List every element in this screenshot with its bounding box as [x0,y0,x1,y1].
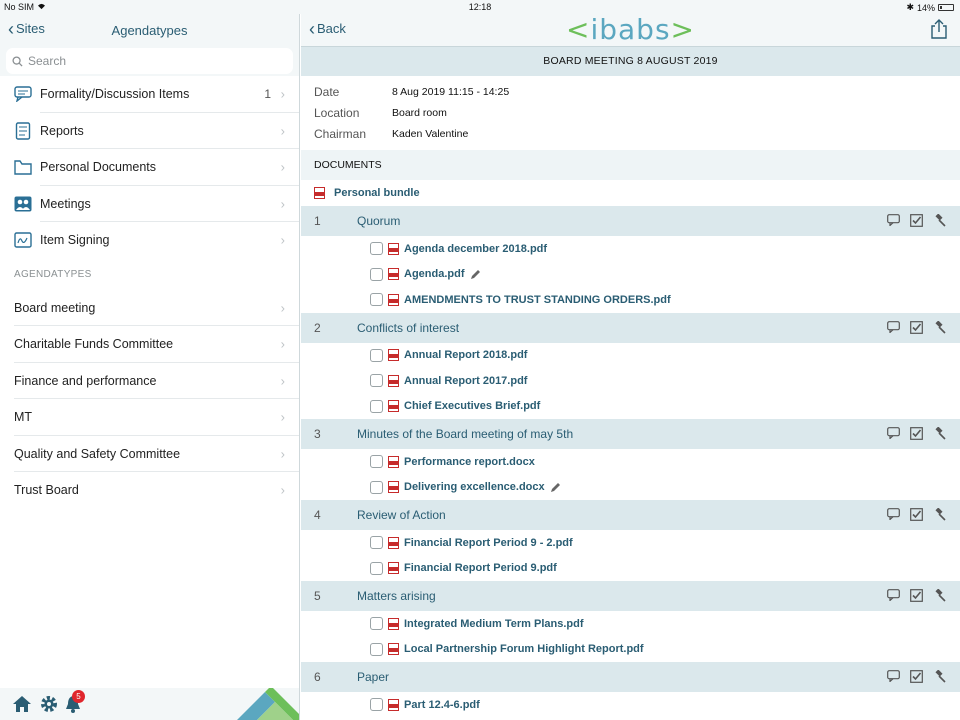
document-row[interactable] [301,530,960,556]
document-checkbox[interactable] [370,562,383,575]
gavel-icon[interactable] [933,589,946,602]
agendatype-item[interactable] [0,472,299,509]
document-checkbox[interactable] [370,643,383,656]
agenda-list [301,206,960,718]
agenda-actions [887,508,946,521]
comment-icon[interactable] [887,427,900,439]
main-panel [301,14,960,720]
agenda-number: 6 [314,670,321,684]
agendatype-item[interactable] [0,436,299,473]
brand-bracket-left: < [565,13,591,46]
pdf-icon [388,400,399,412]
sites-back-label: Sites [16,21,45,36]
agendatype-label: Finance and performance [14,373,157,388]
document-name[interactable]: Local Partnership Forum Highlight Report.pdf [404,643,644,656]
agenda-title: Review of Action [357,508,446,522]
document-name[interactable]: AMENDMENTS TO TRUST STANDING ORDERS.pdf [404,293,671,306]
pdf-icon [388,537,399,549]
agendatype-list [0,290,299,509]
document-checkbox[interactable] [370,293,383,306]
comment-icon[interactable] [887,670,900,682]
agendatype-item[interactable] [0,363,299,400]
agendatype-label: Charitable Funds Committee [14,337,174,352]
document-row[interactable] [301,556,960,582]
report-icon [14,122,32,140]
meta-value: Kaden Valentine [392,127,469,140]
meta-row-chairman [314,123,960,144]
battery-icon [938,4,954,11]
agendatype-item[interactable] [0,399,299,436]
document-name[interactable]: Agenda december 2018.pdf [404,242,548,255]
agendatype-label: Quality and Safety Committee [14,446,181,461]
document-row[interactable] [301,394,960,420]
comment-icon[interactable] [887,589,900,601]
status-bar [0,0,960,14]
agenda-title: Paper [357,670,390,684]
notification-badge: 5 [72,690,85,703]
checkbox-checked-icon[interactable] [910,427,923,440]
pdf-icon [388,268,399,280]
document-checkbox[interactable] [370,349,383,362]
document-name[interactable]: Chief Executives Brief.pdf [404,400,541,413]
agenda-item-header[interactable] [301,500,960,530]
sidebar-item-label: Meetings [40,196,91,211]
search-placeholder: Search [28,54,67,68]
agenda-actions [887,589,946,602]
chevron-right-icon: › [280,300,285,316]
meta-row-location [314,102,960,123]
signing-icon [14,231,32,249]
checkbox-checked-icon[interactable] [910,589,923,602]
chat-bubble-icon [14,85,32,103]
document-checkbox[interactable] [370,242,383,255]
gavel-icon[interactable] [933,508,946,521]
document-checkbox[interactable] [370,536,383,549]
sidebar-item-meetings[interactable] [0,186,299,223]
document-name[interactable]: Delivering excellence.docx [404,481,545,494]
agendatype-label: MT [14,410,33,425]
meta-row-date [314,81,960,102]
main-header [301,14,960,46]
search-icon [12,56,23,67]
documents-heading: DOCUMENTS [301,150,960,180]
agenda-title: Matters arising [357,589,436,603]
agendatype-item[interactable] [0,326,299,363]
pdf-icon [388,349,399,361]
document-row[interactable] [301,449,960,475]
pencil-icon [550,481,562,493]
agenda-number: 3 [314,427,321,441]
back-label: Back [317,21,346,36]
document-checkbox[interactable] [370,698,383,711]
agenda-item-header[interactable] [301,313,960,343]
chevron-right-icon: › [280,123,285,139]
agenda-item-header[interactable] [301,662,960,692]
comment-icon[interactable] [887,508,900,520]
document-checkbox[interactable] [370,617,383,630]
battery-percent: 14% [916,2,935,13]
home-icon[interactable] [12,694,32,714]
checkbox-checked-icon[interactable] [910,670,923,683]
comment-icon[interactable] [887,321,900,333]
brand-logo [301,14,960,46]
bluetooth-icon: ✱ [906,2,914,12]
chevron-right-icon: › [280,409,285,425]
document-row[interactable] [301,287,960,313]
document-row[interactable] [301,475,960,501]
pdf-icon [388,643,399,655]
agenda-number: 2 [314,320,321,335]
document-name[interactable]: Part 12.4-6.pdf [404,698,480,711]
item-count: 1 [264,87,271,102]
checkbox-checked-icon[interactable] [910,508,923,521]
status-time: 12:18 [468,2,492,12]
meta-key: Location [314,105,360,120]
sidebar-title: Agendatypes [111,23,188,38]
sidebar-item-label: Formality/Discussion Items [40,87,190,102]
document-row[interactable] [301,368,960,394]
document-row[interactable] [301,611,960,637]
agenda-title: Minutes of the Board meeting of may 5th [357,427,574,441]
sidebar [0,14,300,720]
agenda-item-header[interactable] [301,419,960,449]
pdf-icon [388,456,399,468]
agenda-number: 1 [314,214,321,228]
carrier-label: No SIM [4,2,35,12]
meta-key: Chairman [314,126,367,141]
checkbox-checked-icon[interactable] [910,214,923,227]
chevron-right-icon: › [280,196,285,212]
meeting-title: BOARD MEETING 8 AUGUST 2019 [301,46,960,76]
agenda-item-header[interactable] [301,581,960,611]
pdf-icon [388,481,399,493]
pdf-icon [388,618,399,630]
chevron-right-icon: › [280,232,285,248]
sidebar-item-personal-documents[interactable] [0,149,299,186]
sidebar-footer [0,688,299,720]
agenda-title: Conflicts of interest [357,320,460,335]
folder-icon [14,158,32,176]
search-bar [0,46,299,76]
pdf-icon [314,187,325,199]
sidebar-item-item-signing[interactable] [0,222,299,259]
checkbox-checked-icon[interactable] [910,321,923,334]
meta-value: Board room [392,106,447,119]
comment-icon[interactable] [887,214,900,226]
document-checkbox[interactable] [370,455,383,468]
pdf-icon [388,699,399,711]
meeting-meta [301,76,960,148]
document-name[interactable]: Performance report.docx [404,455,535,468]
brand-bracket-right: > [670,13,695,46]
agenda-item-header[interactable] [301,206,960,236]
meta-key: Date [314,84,340,99]
sidebar-item-label: Item Signing [40,233,110,248]
document-name[interactable]: Agenda.pdf [404,268,465,281]
personal-bundle-link[interactable] [301,180,960,206]
chevron-right-icon: › [280,446,285,462]
agendatypes-section-heading: AGENDATYPES [14,268,92,280]
gavel-icon[interactable] [933,214,946,227]
nav-list [0,76,299,259]
chevron-right-icon: › [280,86,285,102]
document-checkbox[interactable] [370,374,383,387]
chevron-right-icon: › [280,482,285,498]
sidebar-item-label: Reports [40,123,84,138]
chevron-right-icon: › [280,336,285,352]
document-row[interactable] [301,692,960,718]
agenda-number: 4 [314,508,321,522]
sidebar-item-label: Personal Documents [40,160,157,175]
document-name[interactable]: Integrated Medium Term Plans.pdf [404,617,584,630]
document-name[interactable]: Financial Report Period 9 - 2.pdf [404,536,573,549]
gavel-icon[interactable] [933,321,946,334]
document-checkbox[interactable] [370,481,383,494]
document-name[interactable]: Annual Report 2017.pdf [404,374,528,387]
meta-value: 8 Aug 2019 11:15 - 14:25 [392,85,510,98]
agenda-actions [887,214,946,227]
chevron-right-icon: › [280,373,285,389]
chevron-left-icon: ‹ [309,18,315,39]
document-name[interactable]: Annual Report 2018.pdf [404,349,528,362]
agenda-actions [887,427,946,440]
agendatype-label: Trust Board [14,483,79,498]
pdf-icon [388,562,399,574]
bundle-label: Personal bundle [334,187,420,199]
gear-icon[interactable] [39,694,59,714]
battery-status [906,2,954,13]
sidebar-item-formality[interactable] [0,76,299,113]
agenda-title: Quorum [357,214,401,228]
brand-name: ibabs [590,13,671,46]
document-name[interactable]: Financial Report Period 9.pdf [404,562,557,575]
agenda-actions [887,670,946,683]
chevron-right-icon: › [280,159,285,175]
agenda-actions [887,321,946,334]
meetings-icon [14,195,32,213]
agendatype-item[interactable] [0,290,299,327]
agenda-number: 5 [314,589,321,603]
pencil-icon [470,268,482,280]
pdf-icon [388,294,399,306]
document-row[interactable] [301,236,960,262]
document-row[interactable] [301,637,960,663]
sidebar-header [0,14,299,46]
search-input[interactable] [6,48,293,74]
pdf-icon [388,375,399,387]
document-row[interactable] [301,262,960,288]
pdf-icon [388,243,399,255]
sidebar-item-reports[interactable] [0,113,299,150]
brand-corner-logo [235,688,299,720]
chevron-left-icon: ‹ [8,18,14,39]
document-checkbox[interactable] [370,400,383,413]
share-icon[interactable] [930,19,948,39]
agendatype-label: Board meeting [14,300,96,315]
document-row[interactable] [301,343,960,369]
gavel-icon[interactable] [933,670,946,683]
gavel-icon[interactable] [933,427,946,440]
document-checkbox[interactable] [370,268,383,281]
